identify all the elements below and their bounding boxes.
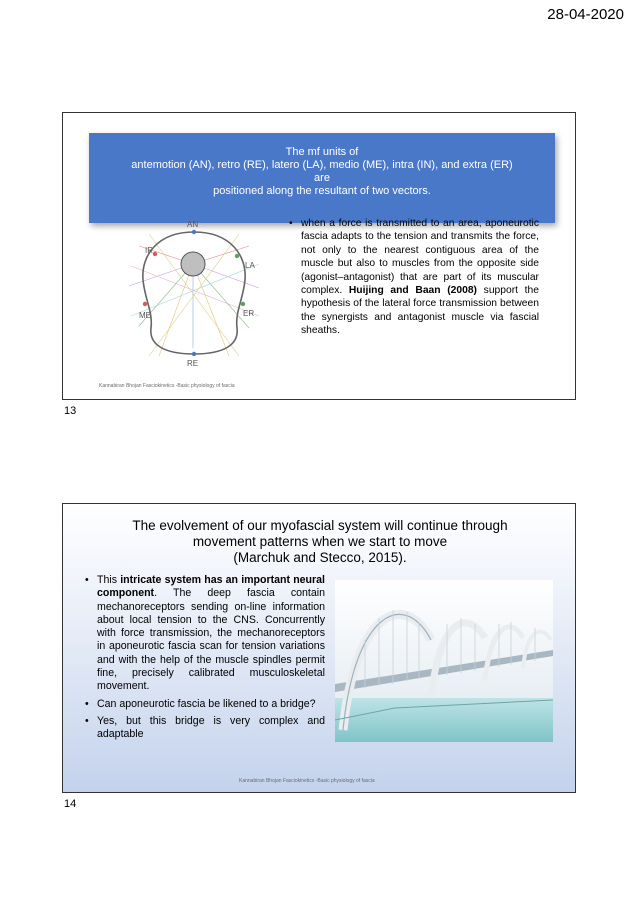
bullet-text: support the hypothesis of the lateral force transmission between the synergists and antagonist muscle via fascial sheaths. [301,285,539,337]
bullet-text: Yes, but this bridge is very complex and adaptable [97,714,325,741]
slide-number: 13 [64,405,77,417]
slide-title [63,518,576,566]
slide-13 [62,112,576,400]
bullet-mark: • [85,574,89,586]
bullet-text: Can aponeurotic fascia be likened to a bridge? [97,697,316,710]
title-line: are [314,172,330,184]
label-ir: IR [145,246,153,255]
bullet-text: This [97,574,118,586]
bridge-illustration [335,580,553,742]
slide-footer: Kannabiran Bhojan Fasciokinetics -Basic physiology of fascia [99,383,235,389]
title-line: antemotion (AN), retro (RE), latero (LA), medio (ME), intra (IN), and extra (ER) [131,159,513,171]
slide13-bullet [289,217,539,338]
slide-number: 14 [64,798,77,810]
bullet-citation: Huijing and Baan (2008) [348,285,477,297]
slide-title-banner [89,133,555,223]
bullet-text: when a force is transmitted to an area, aponeurotic fascia adapts to the tension and transmits the force, not only to the nearest contiguous area of the muscle but also to muscles from the opposite side (agonist–antagonist) that are part of its muscular complex. [301,218,539,297]
bullet-body [97,574,325,694]
label-re: RE [187,359,199,368]
title-line: positioned along the resultant of two vectors. [213,185,431,197]
title-line: The mf units of [285,146,359,158]
mf-units-diagram [119,216,269,368]
title-line: The evolvement of our myofascial system will continue through [132,518,508,533]
label-an: AN [187,220,199,229]
slide14-bullets [85,574,325,746]
bullet-mark: • [289,218,293,229]
label-la: LA [245,261,255,270]
list-item [85,574,325,694]
bullet-mark: • [85,714,89,727]
bullet-emphasis: intricate system has an important neural component [97,574,325,600]
list-item [85,698,325,711]
label-er: ER [243,309,255,318]
bullet-body [301,217,539,338]
bullet-mark: • [85,697,89,710]
title-line: movement patterns when we start to move [192,534,448,549]
bullet-text: . The deep fascia contain mechanoreceptors sending on-line information about local tension to the CNS. Concurrently with force transmission, the mechanoreceptors in aponeurotic fascia scan for tension variations and with the help of the muscle spindles permit fine, precisely calibrated musculoskeletal movement. [97,587,325,693]
slide-14 [62,503,576,793]
page-date: 28-04-2020 [547,6,624,23]
label-me: ME [139,311,151,320]
slide-footer: Kannabiran Bhojan Fasciokinetics -Basic physiology of fascia [239,778,375,784]
title-line: (Marchuk and Stecco, 2015). [233,550,407,565]
list-item [85,715,325,742]
